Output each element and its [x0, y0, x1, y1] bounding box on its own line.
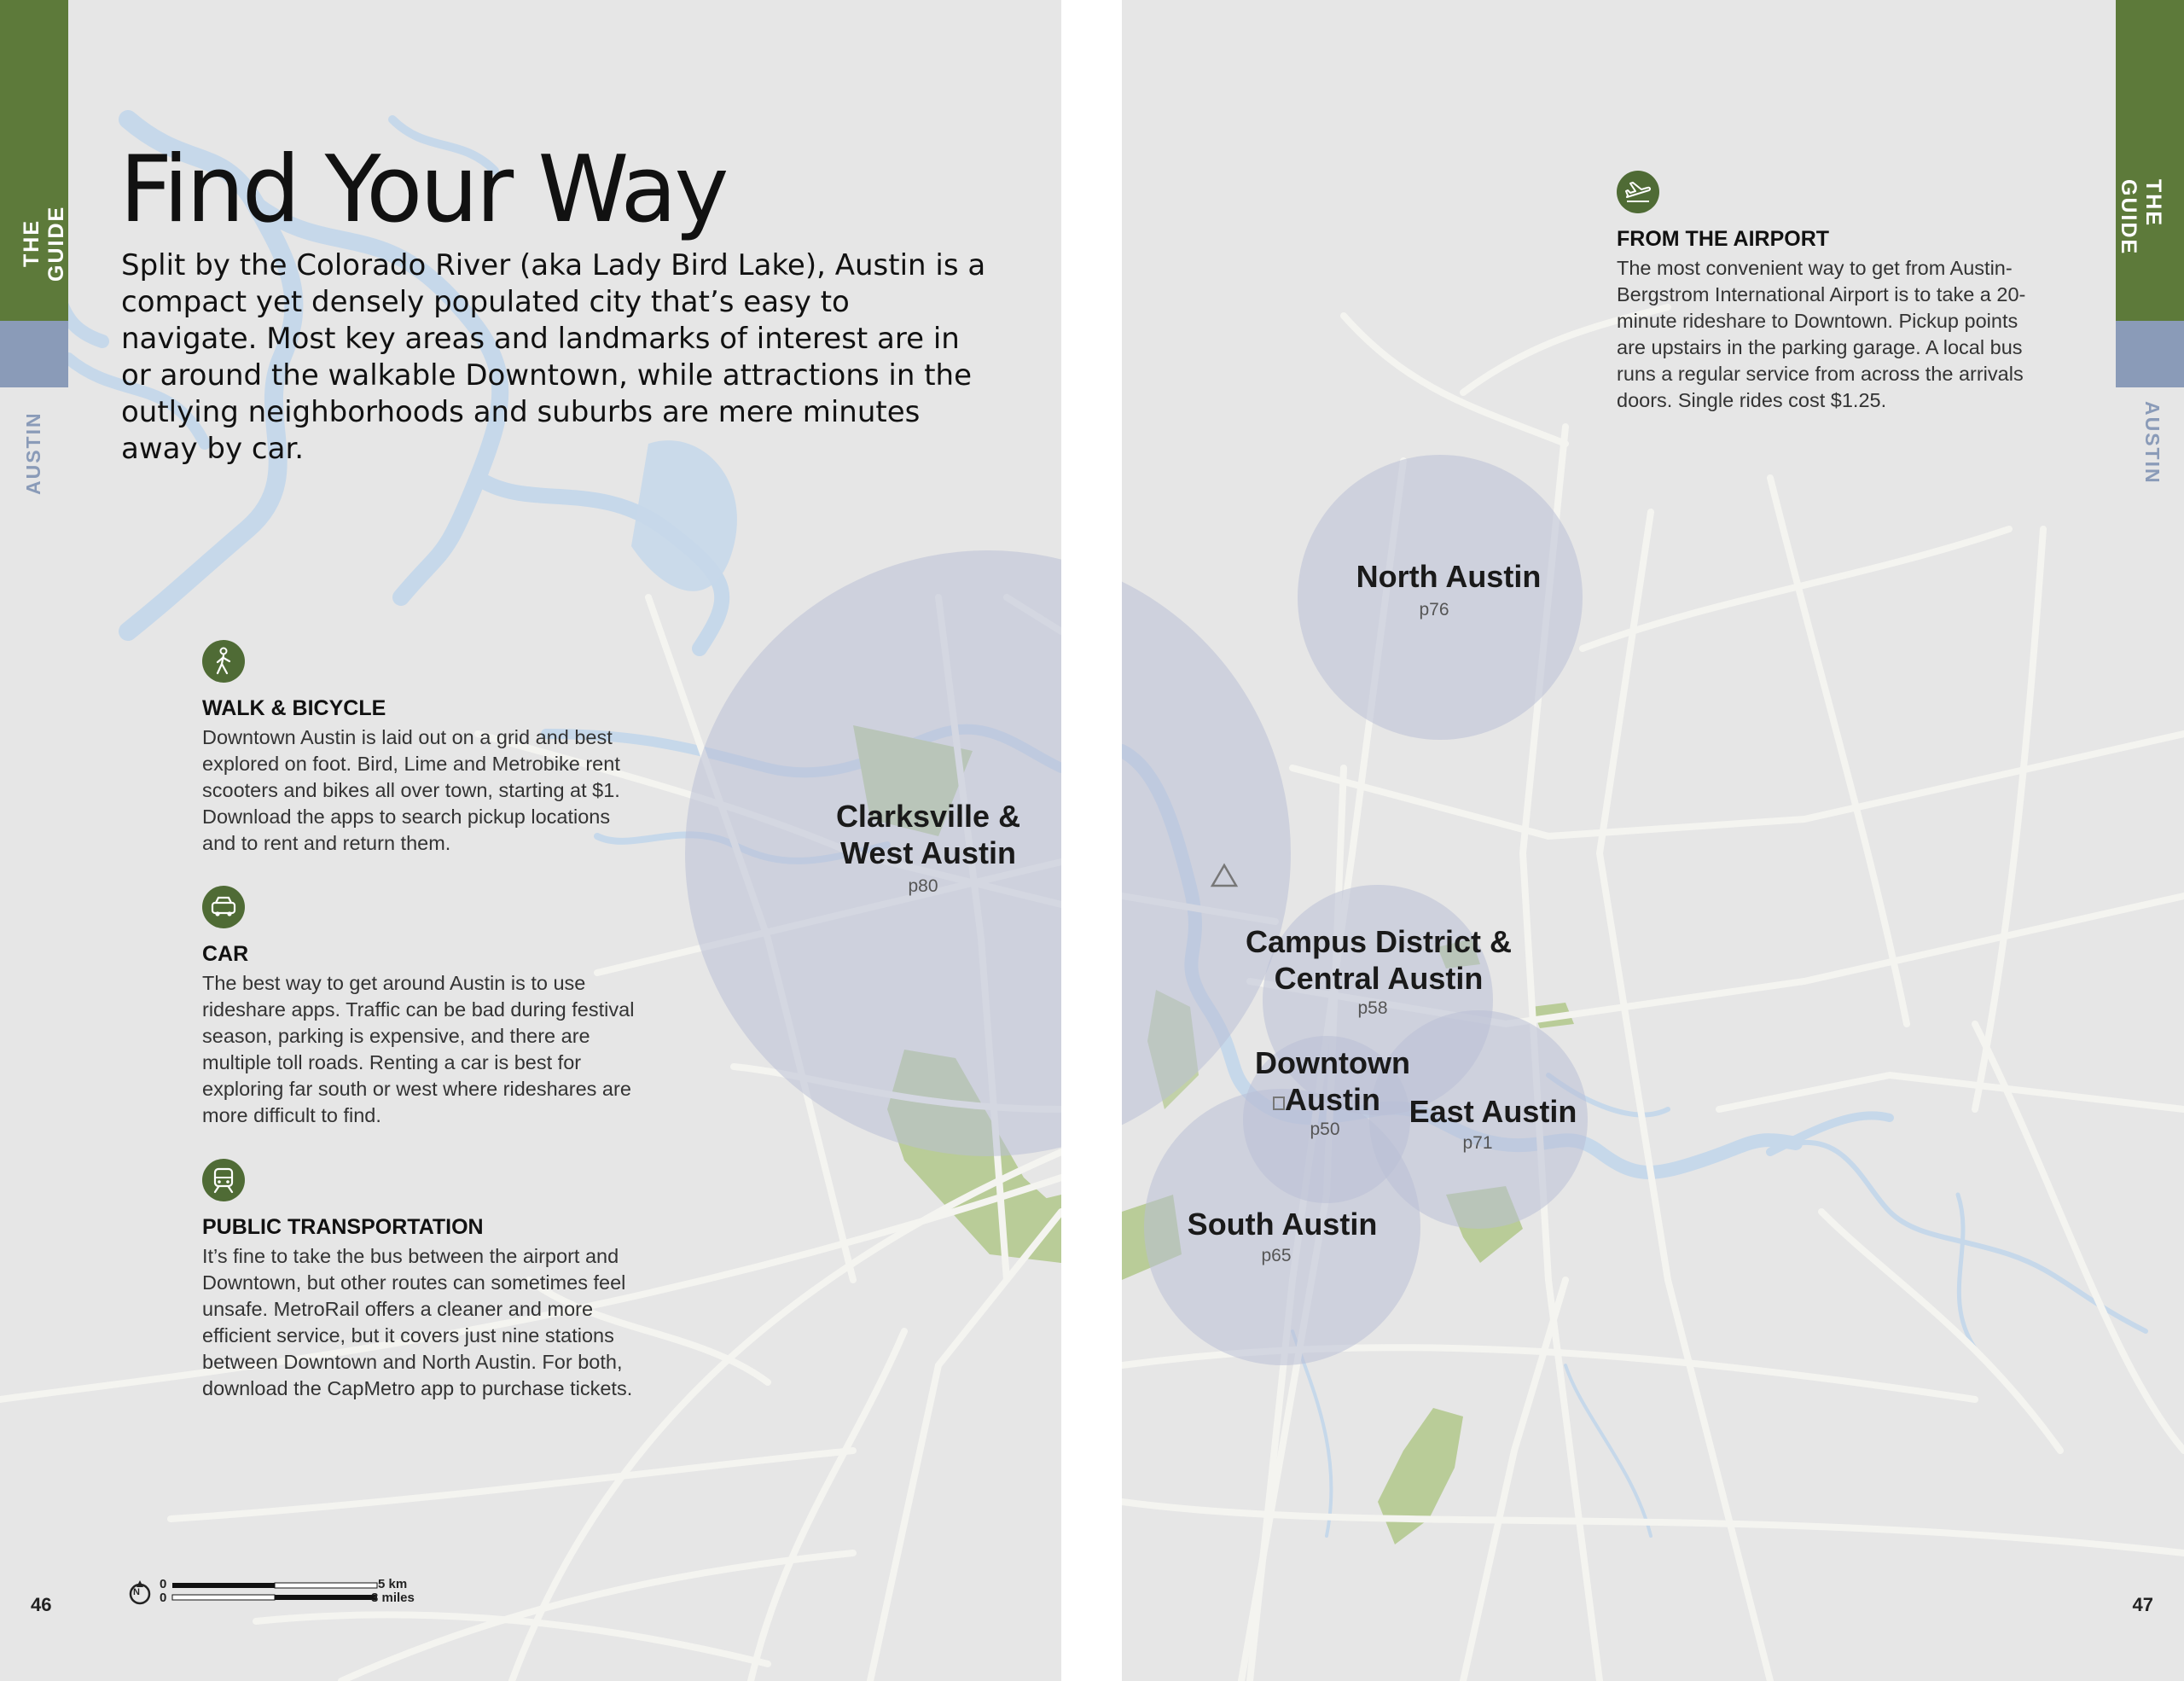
left-page — [0, 0, 1061, 1681]
car-body: The best way to get around Austin is to use rideshare apps. Traffic can be bad during festival season, parking is expensive, and there are multiple toll roads. Renting a car is best for exploring far south or west where rideshares are more difficult to find. — [202, 972, 635, 1126]
walk-bicycle-body: Downtown Austin is laid out on a grid and best explored on foot. Bird, Lime and Metrobike rent scooters and bikes all over town, starting at $1. Download the apps to search pickup locations and to rent and return them. — [202, 726, 620, 854]
map-page-ref-north: p76 — [1419, 600, 1449, 619]
section-label: AUSTIN — [22, 411, 44, 495]
page-number: 47 — [2132, 1594, 2153, 1615]
map-page-ref-east: p71 — [1462, 1133, 1493, 1153]
map-label-line: West Austin — [839, 835, 1016, 870]
map-page-ref-campus: p58 — [1357, 998, 1388, 1018]
map-label-line: Central Austin — [1274, 961, 1484, 996]
map-label-east: East Austin — [1409, 1094, 1577, 1129]
north-label: N — [133, 1587, 140, 1597]
scale-bar — [128, 1575, 435, 1609]
map-page-ref-south: p65 — [1261, 1246, 1292, 1265]
guide-tab-label: THE GUIDE — [2117, 179, 2165, 256]
park — [1378, 1408, 1463, 1544]
map-label-line: Austin — [1284, 1082, 1380, 1117]
map-label-line: Campus District & — [1245, 924, 1513, 959]
map-label-downtown — [1255, 1044, 1410, 1118]
scale-mi-label: 3 miles — [371, 1591, 415, 1605]
scale-zero-km: 0 — [160, 1577, 167, 1591]
intro-text: Split by the Colorado River (aka Lady Bird Lake), Austin is a compact yet densely populated city that’s easy to navigate. Most key areas and landmarks of interest are in or around the walkable Downtown, while attractions in the outlying neighborhoods and suburbs are mere minutes away by car. — [121, 248, 986, 466]
right-map — [1122, 0, 2184, 1681]
airport-body: The most convenient way to get from Austin-Bergstrom International Airport is to take a 20-minute rideshare to Downtown. Pickup points are upstairs in the parking garage. A local bus runs a regular service from across the arrivals doors. Single rides cost $1.25. — [1617, 257, 2026, 411]
airport-title: FROM THE AIRPORT — [1617, 227, 1830, 251]
scale-zero-mi: 0 — [160, 1591, 167, 1605]
map-page-ref-clarksville: p80 — [908, 876, 938, 896]
walk-bicycle-title: WALK & BICYCLE — [202, 696, 386, 720]
map-label-south: South Austin — [1187, 1207, 1378, 1242]
train-icon — [202, 1159, 245, 1201]
map-label-clarksville — [836, 798, 1020, 871]
page-gutter — [1061, 0, 1122, 1681]
scale-km-label: 5 km — [378, 1577, 408, 1591]
map-label-line: Clarksville & — [835, 799, 1021, 834]
walking-person-icon — [202, 640, 245, 683]
page-number: 46 — [31, 1594, 52, 1615]
public-transport-body: It’s fine to take the bus between the airport and Downtown, but other routes can sometimes feel unsafe. MetroRail offers a cleaner and more efficient service, but it covers just nine stations between Downtown and North Austin. For both, download the CapMetro app to purchase tickets. — [202, 1245, 633, 1399]
airplane-icon — [1617, 171, 1659, 213]
area-circle-north — [1298, 455, 1583, 740]
map-label-line: Downtown — [1255, 1045, 1410, 1080]
map-label-north: North Austin — [1356, 559, 1542, 594]
section-label: AUSTIN — [2141, 401, 2164, 485]
guide-tab-label: THE GUIDE — [20, 205, 68, 282]
public-transport-title: PUBLIC TRANSPORTATION — [202, 1215, 484, 1239]
map-label-campus — [1246, 923, 1512, 997]
section-tab — [2116, 321, 2184, 387]
car-icon — [202, 886, 245, 928]
section-tab — [0, 321, 68, 387]
map-page-ref-downtown: p50 — [1310, 1120, 1340, 1139]
right-page — [1122, 0, 2184, 1681]
car-title: CAR — [202, 942, 249, 966]
page-title: Find Your Way — [119, 137, 727, 243]
